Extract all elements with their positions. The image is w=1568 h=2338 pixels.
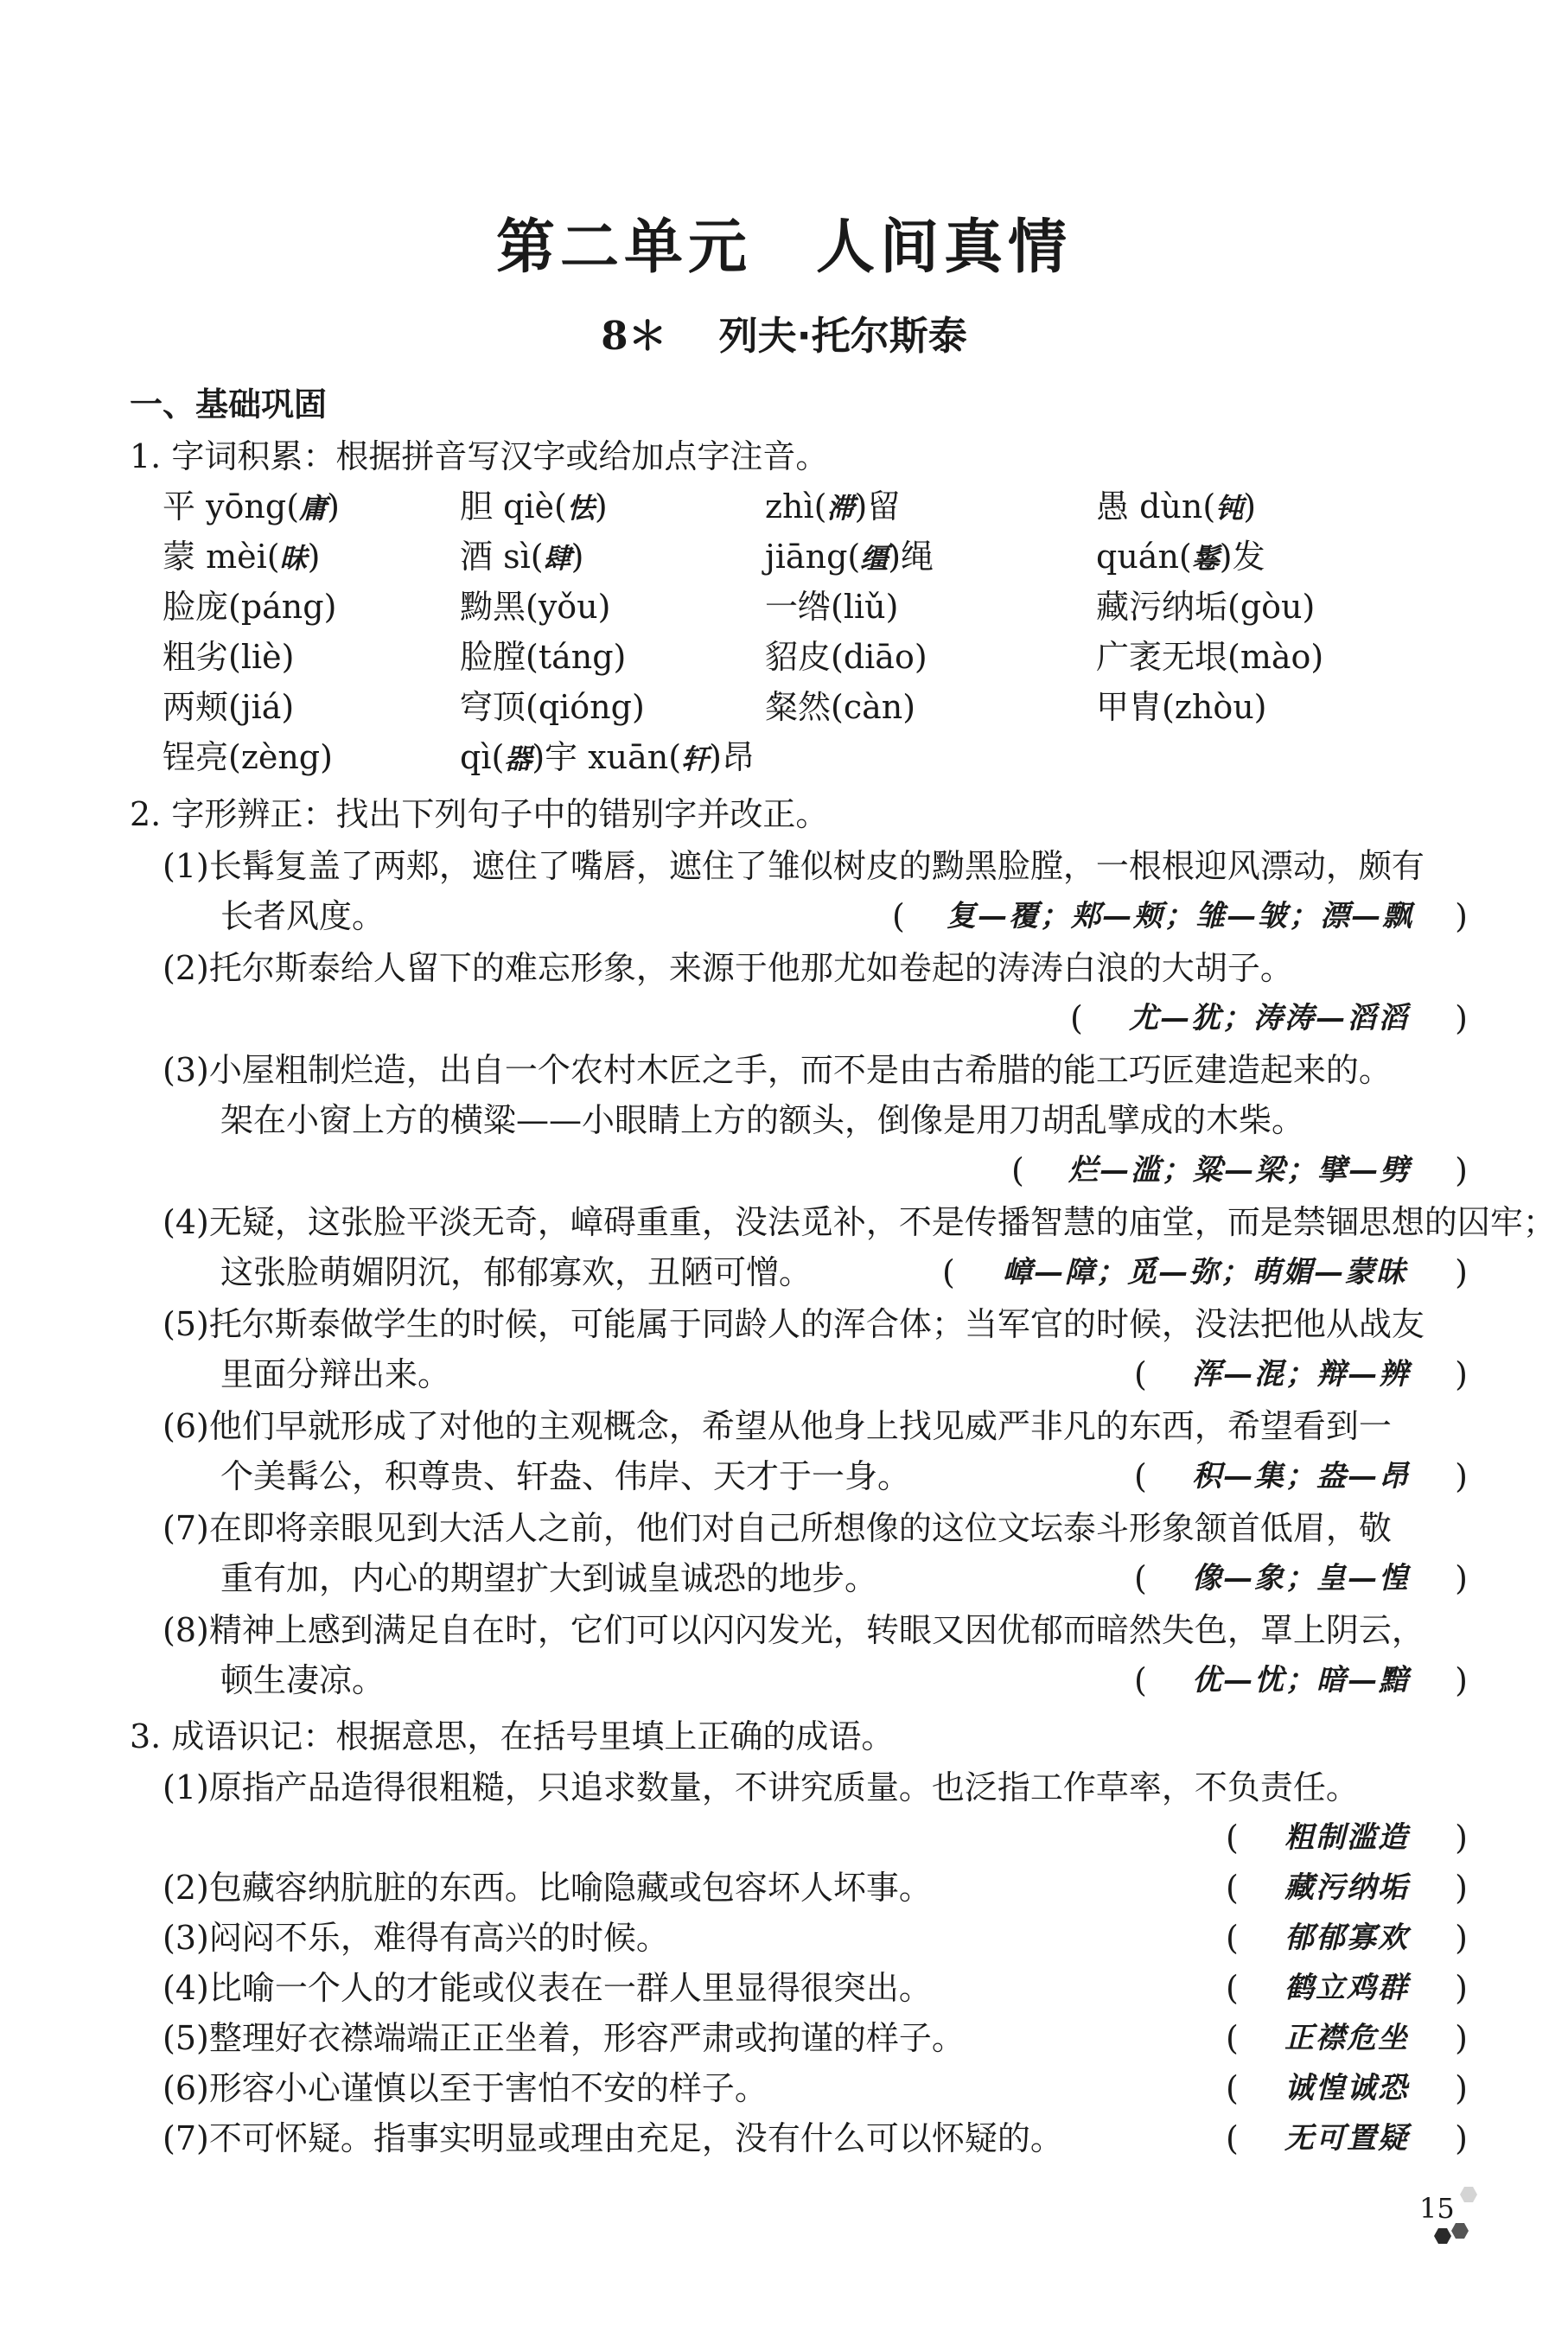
paren-open: ( [1226, 1919, 1239, 1957]
vocab-cell [1096, 586, 1315, 628]
vocab-answer: 昧 [279, 542, 308, 575]
handwritten-answer: 无可置疑 [1284, 2121, 1409, 2156]
vocab-text: 广袤无垠(mào) [1096, 638, 1324, 676]
vocab-cell [765, 586, 898, 628]
q3-item-text: (2)包藏容纳肮脏的东西。比喻隐藏或包容坏人坏事。 [163, 1869, 932, 1907]
vocab-text: 貂皮(diāo) [765, 638, 927, 676]
vocab-text: 愚 dùn( [1096, 487, 1216, 526]
vocab-text: 粲然(càn) [765, 688, 916, 726]
vocab-cell [1096, 636, 1323, 678]
handwritten-answer: 积—集；盎—昂 [1192, 1459, 1410, 1494]
q3-item-text: (5)整理好衣襟端端正正坐着，形容严肃或拘谨的样子。 [163, 2019, 965, 2057]
lesson-number: 8＊ [601, 313, 667, 359]
vocab-text: 脸庞(páng) [163, 588, 337, 626]
paren-open: ( [1226, 2119, 1239, 2157]
vocab-text: )发 [1219, 538, 1265, 576]
paren-open: ( [1226, 2069, 1239, 2107]
handwritten-answer: 尤—犹；涛涛—滔滔 [1129, 1001, 1409, 1035]
vocab-cell [460, 486, 608, 529]
vocab-text: 一绺(liǔ) [765, 588, 899, 626]
paren-close: ) [1455, 1869, 1468, 1907]
vocab-text: ) [327, 487, 340, 526]
vocab-cell [765, 486, 900, 529]
paren-open: ( [1134, 1661, 1147, 1699]
vocab-text: 胆 qiè( [460, 487, 567, 526]
handwritten-answer: 郁郁寡欢 [1284, 1921, 1409, 1955]
vocab-cell [163, 486, 340, 529]
section-heading: 一、基础巩固 [130, 385, 328, 424]
paren-close: ) [1455, 1559, 1468, 1597]
vocab-cell [163, 536, 320, 579]
q2-item-text: (3)小屋粗制烂造，出自一个农村木匠之手，而不是由古希腊的能工巧匠建造起来的。 [163, 1051, 1392, 1089]
paren-close: ) [1455, 1661, 1468, 1699]
paren-close: ) [1455, 1457, 1468, 1495]
handwritten-answer: 烂—滥；粱—梁；擘—劈 [1068, 1153, 1411, 1188]
vocab-answer: 轩 [681, 742, 710, 775]
paren-close: ) [1455, 2019, 1468, 2057]
handwritten-answer: 鹤立鸡群 [1284, 1971, 1409, 2005]
q2-item-text: (7)在即将亲眼见到大活人之前，他们对自己所想像的这位文坛泰斗形象颔首低眉，敬 [163, 1509, 1392, 1547]
vocab-answer: 器 [504, 742, 532, 775]
vocab-text: ) [307, 538, 321, 576]
q2-item-text: (8)精神上感到满足自在时，它们可以闪闪发光，转眼又因优郁而暗然失色，罩上阴云， [163, 1611, 1425, 1649]
paren-close: ) [1455, 2069, 1468, 2107]
paren-close: ) [1455, 1355, 1468, 1393]
vocab-text: 平 yōng( [163, 487, 300, 526]
vocab-text: 黝黑(yǒu) [460, 588, 611, 626]
q3-item-text: (1)原指产品造得很粗糙，只追求数量，不讲究质量。也泛指工作草率，不负责任。 [163, 1768, 1359, 1806]
vocab-cell [163, 736, 333, 778]
lesson-name: 列夫·托尔斯泰 [718, 313, 967, 359]
handwritten-answer: 浑—混；辩—辨 [1192, 1357, 1410, 1392]
vocab-answer: 肆 [543, 542, 571, 575]
vocab-cell [1096, 536, 1265, 579]
paren-close: ) [1455, 897, 1468, 935]
vocab-text: jiāng( [765, 538, 861, 576]
handwritten-answer: 像—象；皇—惶 [1192, 1561, 1410, 1596]
handwritten-answer: 正襟危坐 [1284, 2021, 1409, 2055]
q3-item-text: (7)不可怀疑。指事实明显或理由充足，没有什么可以怀疑的。 [163, 2119, 1063, 2157]
vocab-cell [460, 636, 626, 678]
unit-title: 第二单元 人间真情 [495, 213, 1072, 282]
vocab-cell [1096, 486, 1256, 529]
vocab-text: 锃亮(zèng) [163, 738, 333, 776]
q3-item-text: (4)比喻一个人的才能或仪表在一群人里显得很突出。 [163, 1969, 932, 2007]
vocab-answer: 鬈 [1191, 542, 1220, 575]
paren-close: ) [1455, 2119, 1468, 2157]
handwritten-answer: 复—覆；郏—颊；雏—皱；漂—飘 [947, 899, 1413, 933]
paren-close: ) [1455, 1919, 1468, 1957]
vocab-text: 粗劣(liè) [163, 638, 295, 676]
q2-item-text-cont: 里面分辩出来。 [220, 1355, 451, 1393]
vocab-answer: 缰 [860, 542, 889, 575]
paren-open: ( [1226, 1969, 1239, 2007]
handwritten-answer: 嶂—障；觅—弥；萌媚—蒙昧 [1003, 1255, 1407, 1290]
vocab-text: 蒙 mèi( [163, 538, 280, 576]
paren-open: ( [942, 1253, 955, 1291]
vocab-text: 酒 sì( [460, 538, 544, 576]
vocab-cell [163, 586, 336, 628]
paren-open: ( [1011, 1151, 1024, 1189]
q2-item-text-cont: 长者风度。 [220, 897, 386, 935]
vocab-text: ) [1243, 487, 1257, 526]
vocab-text: ) [570, 538, 584, 576]
q2-item-text-cont: 个美髯公，积尊贵、轩盎、伟岸、天才于一身。 [220, 1457, 911, 1495]
q2-item-text: (5)托尔斯泰做学生的时候，可能属于同龄人的浑合体；当军官的时候，没法把他从战友 [163, 1305, 1425, 1343]
vocab-text: quán( [1096, 538, 1192, 576]
vocab-text: zhì( [765, 487, 827, 526]
paren-open: ( [1134, 1457, 1147, 1495]
q3-prompt: 3. 成语识记：根据意思，在括号里填上正确的成语。 [130, 1717, 895, 1755]
lesson-title [0, 304, 1568, 360]
paren-close: ) [1455, 1819, 1468, 1857]
vocab-cell [163, 636, 294, 678]
vocab-cell [765, 636, 927, 678]
vocab-text: 两颊(jiá) [163, 688, 295, 726]
paren-open: ( [1226, 1869, 1239, 1907]
q2-item-text: (6)他们早就形成了对他的主观概念，希望从他身上找见威严非凡的东西，希望看到一 [163, 1407, 1392, 1445]
paren-open: ( [1226, 2019, 1239, 2057]
vocab-cell [1096, 686, 1267, 728]
vocab-answer: 滞 [826, 492, 855, 525]
paren-open: ( [1134, 1559, 1147, 1597]
q2-item-text-cont: 这张脸萌媚阴沉，郁郁寡欢，丑陋可憎。 [220, 1253, 813, 1291]
q3-item-text: (6)形容小心谨慎以至于害怕不安的样子。 [163, 2069, 768, 2107]
vocab-answer: 庸 [299, 492, 328, 525]
paren-close: ) [1455, 1253, 1468, 1291]
vocab-cell [460, 536, 583, 579]
page-number: 15 [1419, 2192, 1455, 2225]
vocab-cell [765, 536, 934, 579]
paren-open: ( [892, 897, 905, 935]
paren-open: ( [1226, 1819, 1239, 1857]
handwritten-answer: 优—忧；暗—黯 [1192, 1663, 1410, 1698]
vocab-cell [460, 736, 755, 780]
paren-close: ) [1455, 1151, 1468, 1189]
q2-item-text-cont: 顿生凄凉。 [220, 1661, 386, 1699]
vocab-text: qì( [460, 738, 505, 776]
q2-item-text-cont: 架在小窗上方的横粱——小眼睛上方的额头，倒像是用刀胡乱擘成的木柴。 [220, 1101, 1305, 1139]
vocab-text: )绳 [888, 538, 934, 576]
vocab-cell [765, 686, 915, 728]
vocab-text: ) [594, 487, 608, 526]
vocab-cell [163, 686, 294, 728]
vocab-text: )宇 xuān( [532, 738, 682, 776]
q2-prompt: 2. 字形辨正：找出下列句子中的错别字并改正。 [130, 795, 829, 833]
handwritten-answer: 粗制滥造 [1284, 1820, 1409, 1855]
vocab-text: 穹顶(qióng) [460, 688, 645, 726]
q3-item-text: (3)闷闷不乐，难得有高兴的时候。 [163, 1919, 669, 1957]
vocab-text: )昂 [709, 738, 755, 776]
vocab-cell [460, 586, 610, 628]
paren-close: ) [1455, 1969, 1468, 2007]
paren-close: ) [1455, 999, 1468, 1037]
vocab-text: 脸膛(táng) [460, 638, 627, 676]
vocab-text: )留 [854, 487, 901, 526]
q1-prompt: 1. 字词积累：根据拼音写汉字或给加点字注音。 [130, 437, 829, 475]
vocab-text: 藏污纳垢(gòu) [1096, 588, 1316, 626]
q2-item-text: (1)长髯复盖了两郏，遮住了嘴唇，遮住了雏似树皮的黝黑脸膛，一根根迎风漂动，颇有 [163, 847, 1425, 885]
vocab-answer: 怯 [566, 492, 595, 525]
handwritten-answer: 诚惶诚恐 [1284, 2071, 1409, 2105]
paren-open: ( [1070, 999, 1083, 1037]
hexagon-decoration-icon [1428, 2183, 1488, 2252]
q2-item-text: (2)托尔斯泰给人留下的难忘形象，来源于他那尤如卷起的涛涛白浪的大胡子。 [163, 949, 1293, 987]
q2-item-text-cont: 重有加，内心的期望扩大到诚皇诚恐的地步。 [220, 1559, 878, 1597]
handwritten-answer: 藏污纳垢 [1284, 1870, 1409, 1905]
q2-item-text: (4)无疑，这张脸平淡无奇，嶂碍重重，没法觅补，不是传播智慧的庙堂，而是禁锢思想的囚牢； [163, 1203, 1556, 1241]
paren-open: ( [1134, 1355, 1147, 1393]
vocab-cell [460, 686, 645, 728]
vocab-answer: 钝 [1215, 492, 1244, 525]
vocab-text: 甲胄(zhòu) [1096, 688, 1267, 726]
